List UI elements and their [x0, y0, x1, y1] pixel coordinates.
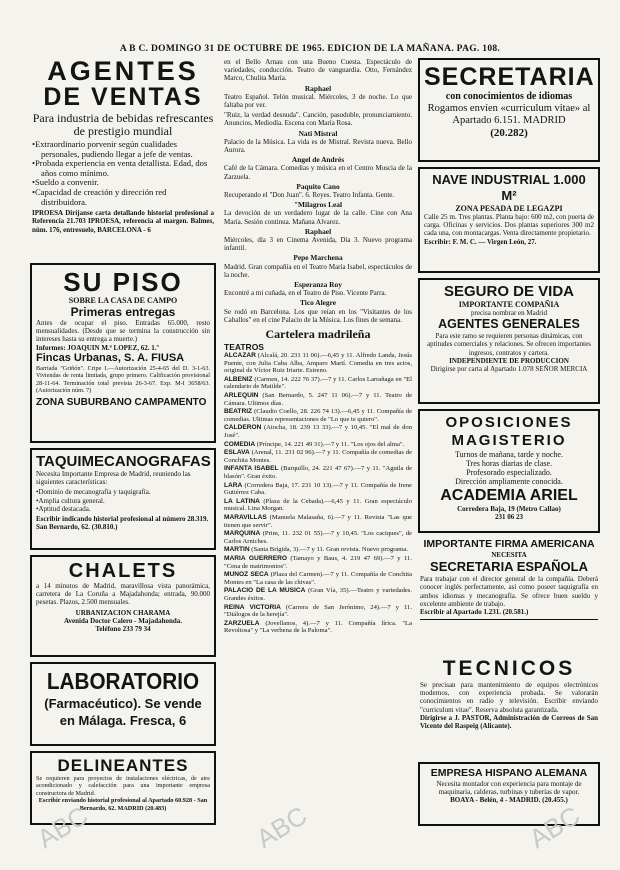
list-item: [224, 604, 412, 619]
show-item-text: Palacio de la Música. La vida es de Mistral. Revista nueva. Bello Aurora.: [224, 137, 412, 155]
list-item: [224, 555, 412, 570]
list-item: • Sueldo a convenir.: [32, 178, 214, 188]
theatre-text: (Gran Vía, 35).—Teatro y variedades. Grandes éxitos.: [224, 587, 412, 602]
chalets-telephone: Teléfono 233 79 34: [95, 625, 151, 634]
taqui-title: TAQUIMECANOGRAFAS: [36, 453, 211, 470]
watermark: ABC: [250, 800, 313, 854]
theatre-text: (Santa Brígida, 3).—7 y 11. Gran revista. Nuevo programa.: [251, 546, 408, 554]
theatre-name: LA LATINA: [224, 497, 260, 505]
theatre-name: ZARZUELA: [224, 619, 260, 627]
show-item-heading: Tico Alegre: [299, 298, 337, 308]
list-item: [224, 530, 412, 545]
theatre-text: (Alcalá, 20. 231 11 06).—6,45 y 11. Alfredo Landa, Jesús Puente, con Julia Caba Alba, Amparo Martí. Comedia en tres actos, original de Víctor Ruiz Iriarte. Estreno.: [224, 352, 412, 375]
show-item-heading: "Milagros Leal: [293, 200, 343, 210]
show-item-heading: Pepe Marchena: [293, 253, 343, 263]
theatre-name: CALDERON: [224, 424, 262, 432]
empresa-text: Necesita montador con experiencia para montaje de maquinaria, calderas, turbinas y tuberías de vapor.: [436, 780, 582, 797]
show-item: [224, 299, 412, 324]
delineantes-title: DELINEANTES: [57, 756, 189, 775]
academia-telephone: 231 06 23: [495, 513, 523, 522]
firma-title: IMPORTANTE FIRMA AMERICANA: [423, 538, 595, 550]
piso-firm: Fincas Urbanas, S. A. FIUSA: [36, 351, 185, 364]
theatre-text: (Corredera Baja, 17. 231 10 13).—7 y 11. Compañía de Irene Gutiérrez Caba.: [224, 481, 412, 497]
firma-contact: Escribir al Apartado 1.231. (20.581.): [420, 608, 529, 617]
show-item: [224, 156, 412, 181]
list-item: [224, 620, 412, 635]
chalets-text: a 14 minutos de Madrid, maravillosa vista panorámica, carretera de La Coruña a Majadahonda; entrada, 90.000 pesetas. Plazos, 2.500 mensuales.: [36, 582, 210, 607]
laboratorio-title: LABORATORIO: [46, 668, 200, 694]
academia-name: ACADEMIA ARIEL: [440, 487, 578, 504]
theatre-name: BEATRIZ: [224, 408, 253, 416]
piso-informes: Informes: JOAQUIN M.ª LOPEZ, 62. 1.º: [36, 343, 159, 352]
list-item: [224, 546, 412, 554]
list-item: • Capacidad de creación y dirección red distribuidora.: [32, 188, 214, 207]
seguro-text-2: Dirigirse por carta al Apartado 1.078 SEÑOR MERCIA: [430, 365, 588, 374]
theatre-name: ALBENIZ: [224, 375, 253, 383]
ad-seguro-vida: [418, 278, 600, 404]
nave-title: NAVE INDUSTRIAL 1.000 M²: [432, 172, 586, 203]
theatre-text: (Prim, 11. 232 01 55).—7 y 10,45. "Los caciques", de Carlos Arniches.: [224, 530, 412, 545]
shows-list: [224, 58, 412, 324]
seguro-text: Para este ramo se requieren personas dinámicas, con aptitudes comerciales y relaciones. Se ofrecen importantes ingresos, contratos y cartera.: [427, 332, 591, 357]
academia-address: Corredera Baja, 19 (Metro Callao): [457, 505, 561, 513]
delineantes-text: Se requieren para proyectos de instalaciones eléctricas, de aire acondicionado y calefacción para una importante empresa constructora de Madrid.: [36, 775, 210, 797]
chalets-urbanizacion: URBANIZACION CHARAMA: [75, 608, 171, 617]
piso-text-2: Barriada "Griñón". Cripe I.—Autorización 25-4-65 del D. 3-1-63. Viviendas de renta limitada, grupo primero. Calificación provisional 28-11-64. Terminación total prevista 26-3-67. Exp. M-I 3658/63. (Autorización núm. 7): [36, 364, 210, 395]
ad-nave-industrial: [418, 167, 600, 273]
list-item: [224, 376, 412, 391]
theatre-text: (Manuela Malasaña, 6).—7 y 11. Revista "Las que tienen que servir".: [224, 513, 412, 529]
theatre-text: (Arenal, 11. 231 02 96).—7 y 11. Compañía de comedias de Conchita Montes.: [224, 449, 412, 464]
tecnicos-contact: Dirigirse a J. PASTOR, Administración de Correos de San Vicente del Raspeig (Alicante).: [420, 713, 598, 731]
theatre-name: MUNOZ SECA: [224, 571, 269, 579]
show-item: [224, 228, 412, 253]
show-item-text: Recuperando el "Don Juan". 6. Reyes. Teatro Infanta. Gente.: [224, 191, 395, 200]
show-item-text: Encontré a mi cuñada, en el Teatro de Piso. Vicente Parra.: [224, 289, 387, 298]
theatre-name: LARA: [224, 481, 243, 489]
taqui-contact: Escribir indicando historial profesional al número 28.319. San Bernardo, 62. (30.810.): [36, 515, 209, 532]
list-item: • Dominio de mecanografía y taquigrafía.: [36, 488, 210, 496]
show-item: [224, 254, 412, 279]
theatre-text: (Claudio Coello, 28. 226 74 13).—6,45 y 11. Compañía de comedias. Ultimas representaciones de "Lo que te quiero".: [224, 408, 412, 423]
chalets-title: CHALETS: [68, 560, 178, 582]
agentes-title-1: AGENTES: [47, 58, 199, 86]
agentes-bullets: [32, 140, 214, 207]
tecnicos-text: Se precisan para mantenimiento de equipos electrónicos modernos, con experiencia probada. Se valorarán conocimientos en radio y televisión. Escribir enviando "curriculum vitae". Reserva absoluta garantizada.: [420, 681, 598, 714]
ad-oposiciones: [418, 409, 600, 533]
seguro-subtitle-1: IMPORTANTE COMPAÑIA: [458, 300, 560, 309]
show-item: [224, 85, 412, 110]
show-item: [224, 183, 412, 199]
ad-taquimecanografas: [30, 448, 216, 550]
chalets-address: Avenida Doctor Calero - Majadahonda.: [63, 616, 183, 625]
theatre-name: MARQUINA: [224, 530, 261, 538]
show-item-text: "Ruiz, la verdad desnuda". Canción, pasodoble, pronunciamiento. Anuncios, Mediodía. Escena con María Rosa.: [224, 111, 412, 128]
oposiciones-line: Profesorado especializado.: [466, 468, 552, 477]
list-item: [224, 498, 412, 513]
show-item: [224, 58, 412, 83]
laboratorio-line: (Farmacéutico). Se vende en Málaga. Fresca, 6: [44, 696, 202, 728]
list-item: [224, 408, 412, 423]
ad-chalets: [30, 555, 216, 657]
show-item-heading: Esperanza Roy: [294, 280, 342, 290]
theatre-name: INFANTA ISABEL: [224, 465, 279, 473]
seguro-agentes: AGENTES GENERALES: [438, 317, 580, 332]
page-header: A B C. DOMINGO 31 DE OCTUBRE DE 1965. EDICION DE LA MAÑANA. PAG. 108.: [119, 44, 501, 54]
secretaria-subtitle: con conocimientos de idiomas: [445, 91, 573, 102]
ad-secretaria: [418, 58, 600, 162]
show-item: [224, 130, 412, 155]
list-item: • Aptitud destacada.: [36, 505, 210, 513]
theatre-text: (San Bernardo, 5. 247 11 06).—7 y 11. Teatro de Cámara. Ultimos días.: [224, 392, 412, 407]
ad-su-piso: [30, 263, 216, 443]
theatre-text: (Atocha, 18. 239 13 33).—7 y 10,45. "El mal de don José".: [224, 424, 412, 440]
piso-subtitle: SOBRE LA CASA DE CAMPO: [68, 296, 178, 305]
list-item: [224, 482, 412, 497]
show-item: [224, 111, 412, 127]
list-item: [224, 441, 412, 449]
tecnicos-title: TECNICOS: [442, 657, 576, 680]
oposiciones-line: Turnos de mañana, tarde y noche.: [455, 450, 563, 459]
ad-laboratorio: [30, 662, 216, 746]
oposiciones-title-1: OPOSICIONES: [445, 414, 573, 431]
list-item: [224, 514, 412, 529]
ad-tecnicos: [418, 657, 600, 757]
show-item-text: La devoción de un verdadero lugar de la calle. Cine con Ana María. Sesión continua. Mañana Alvarez.: [224, 209, 412, 226]
show-item-text: Café de la Cámara. Comedias y música en el Centro Muscia de la Zarzuela.: [224, 164, 412, 181]
column-right: [418, 58, 600, 831]
piso-entregas: Primeras entregas: [70, 305, 176, 319]
oposiciones-line: Dirección ampliamente conocida.: [455, 477, 563, 486]
show-item: [224, 281, 412, 297]
agentes-contact: IPROESA Diríjanse carta detallando historial profesional a Referencia 21.703 IPROESA, referencia al margen. Balmes, núm. 176, entresuelo, BARCELONA - 6: [32, 209, 214, 234]
empresa-title: EMPRESA HISPANO ALEMANA: [430, 767, 588, 779]
oposiciones-title-2: MAGISTERIO: [451, 432, 567, 449]
theatre-name: PALACIO DE LA MUSICA: [224, 587, 306, 595]
theatre-text: (Carmen, 14. 222 76 37).—7 y 11. Carlos Larrañaga en "El calendario de Matilde".: [224, 375, 412, 391]
nave-text: Calle 25 m. Tres plantas. Planta bajo: 600 m2, con puerta de carga. Oficinas y servicios. Dos plantas superiores 300 m2 cada una, con montacargas. Venta directamente propietario.: [424, 213, 594, 238]
list-item: [224, 449, 412, 464]
secretaria-ref: (20.282): [490, 127, 528, 139]
theatre-text: (Carrera de San Jerónimo, 24).—7 y 11. "Diálogos de la herejía".: [224, 603, 412, 619]
column-middle: [224, 58, 412, 858]
firma-text: Para trabajar con el director general de la compañía. Deberá conocer inglés perfectamente, así como poseer taquigrafía en ambos idiomas y mecanografía. Se ofrece buen sueldo y excelente ambiente de trabajo.: [420, 575, 598, 608]
theatre-text: (Plaza del Carmen).—7 y 11. Compañía de Conchita Montes en "La casa de las chivas".: [224, 571, 412, 586]
agentes-title-2: DE VENTAS: [43, 83, 203, 111]
firma-subtitle: NECESITA: [491, 551, 527, 559]
ad-firma-americana: [418, 538, 600, 652]
seguro-centro: INDEPENDIENTE DE PRODUCCION: [449, 356, 569, 365]
theatres-list: [224, 352, 412, 635]
show-item-text: Madrid. Gran compañía en el Teatro María Isabel, espectáculos de la noche.: [224, 262, 412, 279]
piso-zona: ZONA SUBURBANO CAMPAMENTO: [36, 397, 207, 409]
show-item: [224, 201, 412, 226]
secretaria-text: Rogamos envíen «curriculum vitae» al Apartado 6.151. MADRID: [427, 103, 591, 126]
list-item: [224, 587, 412, 602]
watermark: ABC: [523, 800, 586, 854]
list-item: • Probada experiencia en venta detallista. Edad, dos años como mínimo.: [32, 159, 214, 178]
watermark: ABC: [31, 800, 94, 854]
show-item-text: en el Bello Arnau con una Bueno Cuesta. Espectáculo de variedades, conducción. Teatro de vanguardia. Otto, Fernández Marco, Chulita María.: [224, 58, 412, 83]
theatre-name: COMEDIA: [224, 440, 256, 448]
theatre-text: (Plaza de la Cebada).—6,45 y 11. Gran espectáculo musical. Lina Morgan.: [224, 497, 412, 513]
theatre-name: ALCAZAR: [224, 352, 256, 360]
show-item-heading: Raphael: [304, 83, 332, 93]
agentes-intro: Para industria de bebidas refrescantes de prestigio mundial: [32, 111, 214, 138]
firma-secretaria: SECRETARIA ESPAÑOLA: [430, 559, 588, 575]
list-item: • Extraordinario porvenir según cualidades personales, pudiendo llegar a jefe de ventas.: [32, 140, 214, 159]
delineantes-contact: Escribir enviando historial profesional al Apartado 60.928 - San Bernardo, 62. MADRID (20.483): [38, 797, 208, 812]
theatre-text: (Tamayo y Baus, 4. 219 47 69).—7 y 11. "Cena de matrimonios".: [224, 554, 412, 570]
show-item-heading: Paquito Cano: [296, 181, 340, 191]
list-item: [224, 465, 412, 480]
theatre-text: (Príncipe, 14. 221 49 31).—7 y 11. "Los ojos del alma".: [256, 440, 405, 448]
list-item: • Amplia cultura general.: [36, 497, 210, 505]
nave-contact: Escribir: F. M. C. — Virgen León, 27.: [424, 237, 537, 246]
oposiciones-line: Tres horas diarias de clase.: [465, 459, 553, 468]
cartelera-heading: Cartelera madrileña: [265, 327, 371, 342]
seguro-subtitle-2: precisa nombrar en Madrid: [471, 309, 547, 317]
ad-agentes-ventas: [30, 58, 216, 258]
piso-text-1: Antes de ocupar el piso. Entradas 65.000, resto mensualidades. (Desde que se termina la construcción sin intereses hasta su entrega a muerte.): [36, 319, 210, 344]
taqui-bullets: [36, 488, 210, 513]
empresa-contact: BOAYA - Belén, 4 - MADRID. (20.455.): [450, 796, 568, 805]
theatre-name: MARIA GUERRERO: [224, 554, 288, 562]
piso-title: SU PISO: [63, 267, 183, 297]
column-left: [30, 58, 216, 830]
theatre-name: ESLAVA: [224, 449, 250, 457]
teatros-heading: TEATROS: [224, 342, 264, 353]
seguro-title: SEGURO DE VIDA: [443, 283, 575, 300]
show-item-heading: Nati Mistral: [298, 128, 338, 138]
show-item-text: Se rodó en Barcelona. Los que reían en los "Visitantes de los Caballos" en el cine Palacio de la Música. Los fines de semana.: [224, 307, 412, 324]
nave-subtitle: ZONA PESADA DE LEGAZPI: [455, 204, 563, 213]
show-item-text: Teatro Español. Telón musical. Miércoles, 3 de noche. Lo que faltaba por ver.: [224, 92, 412, 110]
theatre-text: (Jovellanos, 4).—7 y 11. Compañía lírica. "La Revoltosa" y "La verbena de la Paloma".: [224, 619, 412, 635]
show-item-heading: Raphael: [304, 226, 332, 236]
show-item-heading: Angel de Andrés: [291, 155, 345, 165]
list-item: [224, 571, 412, 586]
theatre-name: MARAVILLAS: [224, 513, 267, 521]
theatre-name: MARTIN: [224, 546, 250, 554]
secretaria-title: SECRETARIA: [424, 63, 595, 91]
theatre-text: (Barquillo, 24. 221 47 67).—7 y 11. "Aguila de blasón". Gran éxito.: [224, 465, 412, 480]
taqui-intro: Necesita Importante Empresa de Madrid, reuniendo las siguientes características:: [36, 470, 191, 487]
list-item: [224, 424, 412, 439]
theatre-name: ARLEQUIN: [224, 392, 259, 400]
list-item: [224, 392, 412, 407]
list-item: [224, 352, 412, 375]
show-item-text: Miércoles, día 3 en Cinema Avenida, Día 3. Nuevo programa infantil.: [224, 236, 412, 253]
theatre-name: REINA VICTORIA: [224, 603, 281, 611]
